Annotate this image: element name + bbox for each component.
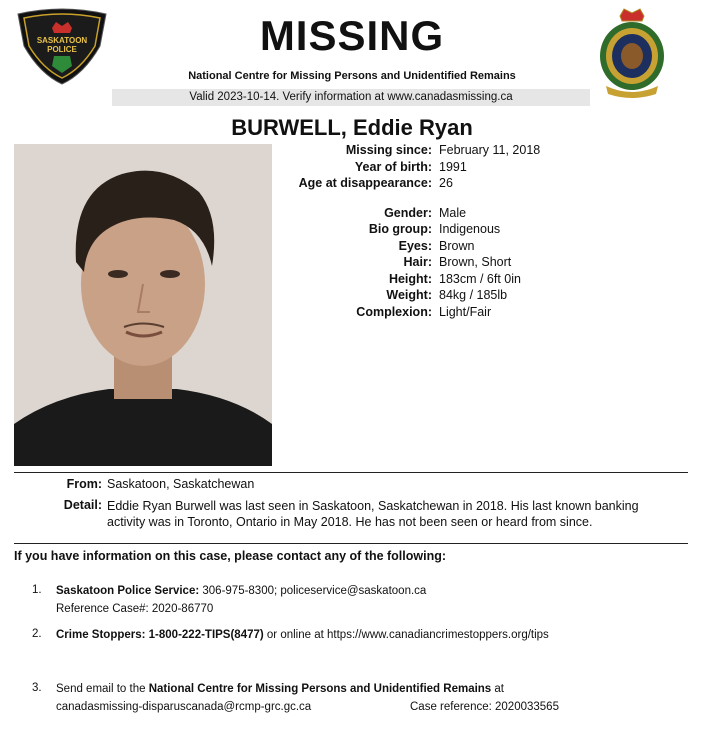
contact-item-crime-stoppers [56, 626, 549, 644]
detail-label: Detail: [63, 498, 102, 512]
contact-email: canadasmissing-disparuscanada@rcmp-grc.gc.ca [56, 701, 312, 713]
detail-text: Eddie Ryan Burwell was last seen in Saskatoon, Saskatchewan in 2018. His last known banking activity was in Toronto, Ontario in May 2018. He has not been seen or heard from since. [107, 499, 639, 529]
reference-case: Reference Case#: 2020-86770 [56, 603, 214, 615]
detail-value: Male [439, 206, 467, 220]
contact-post: at [491, 683, 505, 695]
list-number: 1. [32, 584, 42, 596]
detail-label: Complexion: [356, 305, 432, 319]
from-label: From: [66, 477, 102, 491]
case-reference: Case reference: 2020033565 [410, 701, 559, 713]
detail-value: 26 [439, 176, 453, 190]
detail-value: Brown, Short [439, 255, 512, 269]
detail-value: 183cm / 6ft 0in [439, 272, 521, 286]
validity-bar: Valid 2023-10-14. Verify information at www.canadasmissing.ca [112, 89, 590, 106]
detail-value: 1991 [439, 160, 467, 174]
detail-label: Weight: [386, 288, 432, 302]
contact-item-police [56, 582, 426, 618]
contact-name: Saskatoon Police Service: [56, 585, 200, 597]
contact-pre: Send email to the [56, 683, 149, 695]
contact-name: Crime Stoppers: 1-800-222-TIPS(8477) [56, 629, 264, 641]
person-name: BURWELL, Eddie Ryan [231, 115, 473, 140]
detail-value: Light/Fair [439, 305, 492, 319]
page-title: MISSING [259, 12, 445, 59]
from-value: Saskatoon, Saskatchewan [107, 477, 255, 491]
detail-label: Height: [388, 272, 432, 286]
logo-text-saskatoon: SASKATOON [36, 36, 88, 45]
list-number: 3. [32, 682, 42, 694]
divider [14, 543, 688, 544]
contact-item-email [56, 680, 676, 716]
detail-value: February 11, 2018 [439, 143, 541, 157]
divider [14, 472, 688, 473]
detail-label: Bio group: [368, 222, 432, 236]
detail-value: 84kg / 185lb [439, 288, 508, 302]
detail-value: Brown [439, 239, 475, 253]
list-number: 2. [32, 628, 42, 640]
contact-name: National Centre for Missing Persons and Unidentified Remains [148, 683, 492, 695]
detail-label: Gender: [384, 206, 432, 220]
detail-label: Hair: [403, 255, 432, 269]
detail-label: Missing since: [345, 143, 432, 157]
organization-name: National Centre for Missing Persons and Unidentified Remains [188, 70, 516, 82]
detail-label: Age at disappearance: [298, 176, 432, 190]
contact-heading: If you have information on this case, please contact any of the following: [14, 549, 447, 563]
detail-label: Year of birth: [354, 160, 432, 174]
detail-value: Indigenous [439, 222, 501, 236]
logo-text-police: POLICE [47, 45, 77, 54]
contact-info: or online at https://www.canadiancrimestoppers.org/tips [263, 629, 549, 641]
contact-info: 306-975-8300; policeservice@saskatoon.ca [199, 585, 427, 597]
detail-label: Eyes: [398, 239, 432, 253]
